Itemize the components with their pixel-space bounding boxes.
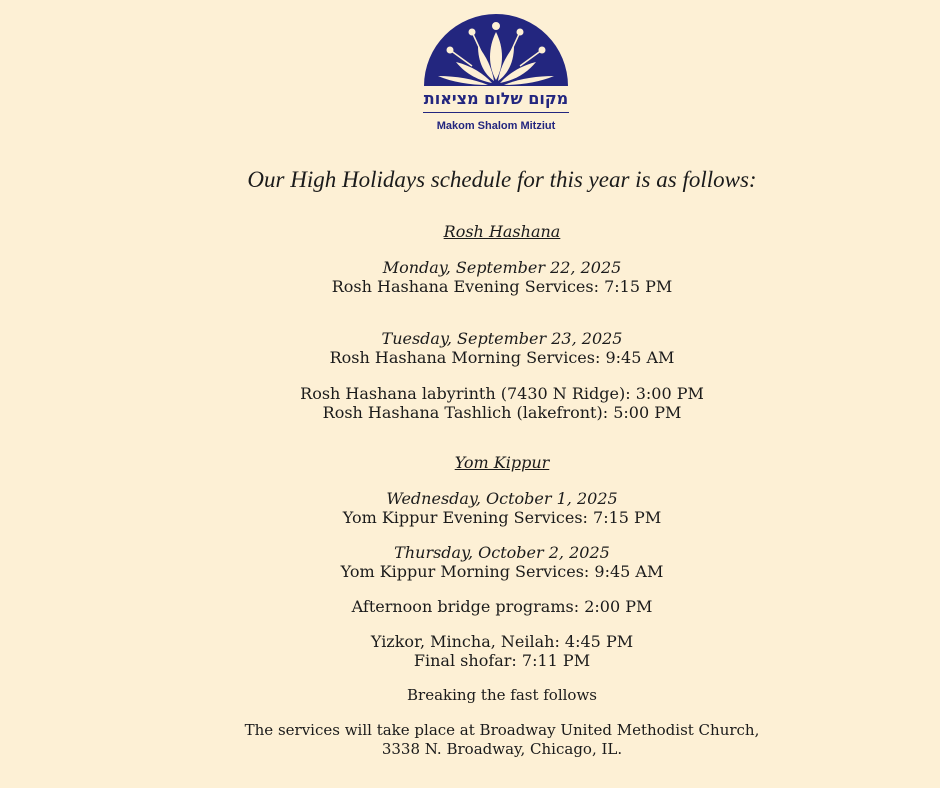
lotus-icon — [422, 10, 570, 86]
yom-kippur-title: Yom Kippur — [454, 453, 550, 472]
rosh-labyrinth: Rosh Hashana labyrinth (7430 N Ridge): 3:00 PM — [300, 384, 704, 403]
location-line2: 3338 N. Broadway, Chicago, IL. — [381, 740, 623, 758]
rosh-day2-date: Tuesday, September 23, 2025 — [381, 329, 623, 348]
rosh-tashlich: Rosh Hashana Tashlich (lakefront): 5:00 PM — [322, 403, 682, 422]
rosh-hashana-title: Rosh Hashana — [443, 222, 561, 241]
hebrew-name: מקום שלום מציאות — [423, 89, 569, 108]
rosh-evening-services: Rosh Hashana Evening Services: 7:15 PM — [331, 277, 673, 296]
logo-divider — [423, 112, 569, 113]
yom-day1-date: Wednesday, October 1, 2025 — [386, 489, 618, 508]
yom-bridge-programs: Afternoon bridge programs: 2:00 PM — [351, 597, 653, 616]
english-name: Makom Shalom Mitziut — [436, 120, 556, 132]
location-line1: The services will take place at Broadway United Methodist Church, — [244, 721, 760, 739]
yom-final-shofar: Final shofar: 7:11 PM — [413, 651, 591, 670]
intro-heading: Our High Holidays schedule for this year is as follows: — [247, 167, 757, 192]
yom-evening-services: Yom Kippur Evening Services: 7:15 PM — [342, 508, 662, 527]
breaking-fast: Breaking the fast follows — [407, 686, 597, 704]
rosh-morning-services: Rosh Hashana Morning Services: 9:45 AM — [329, 348, 675, 367]
schedule — [0, 166, 940, 759]
yom-day2-date: Thursday, October 2, 2025 — [394, 543, 610, 562]
yom-morning-services: Yom Kippur Morning Services: 9:45 AM — [340, 562, 664, 581]
yom-yizkor: Yizkor, Mincha, Neilah: 4:45 PM — [370, 632, 634, 651]
logo — [420, 10, 572, 132]
rosh-day1-date: Monday, September 22, 2025 — [382, 258, 622, 277]
